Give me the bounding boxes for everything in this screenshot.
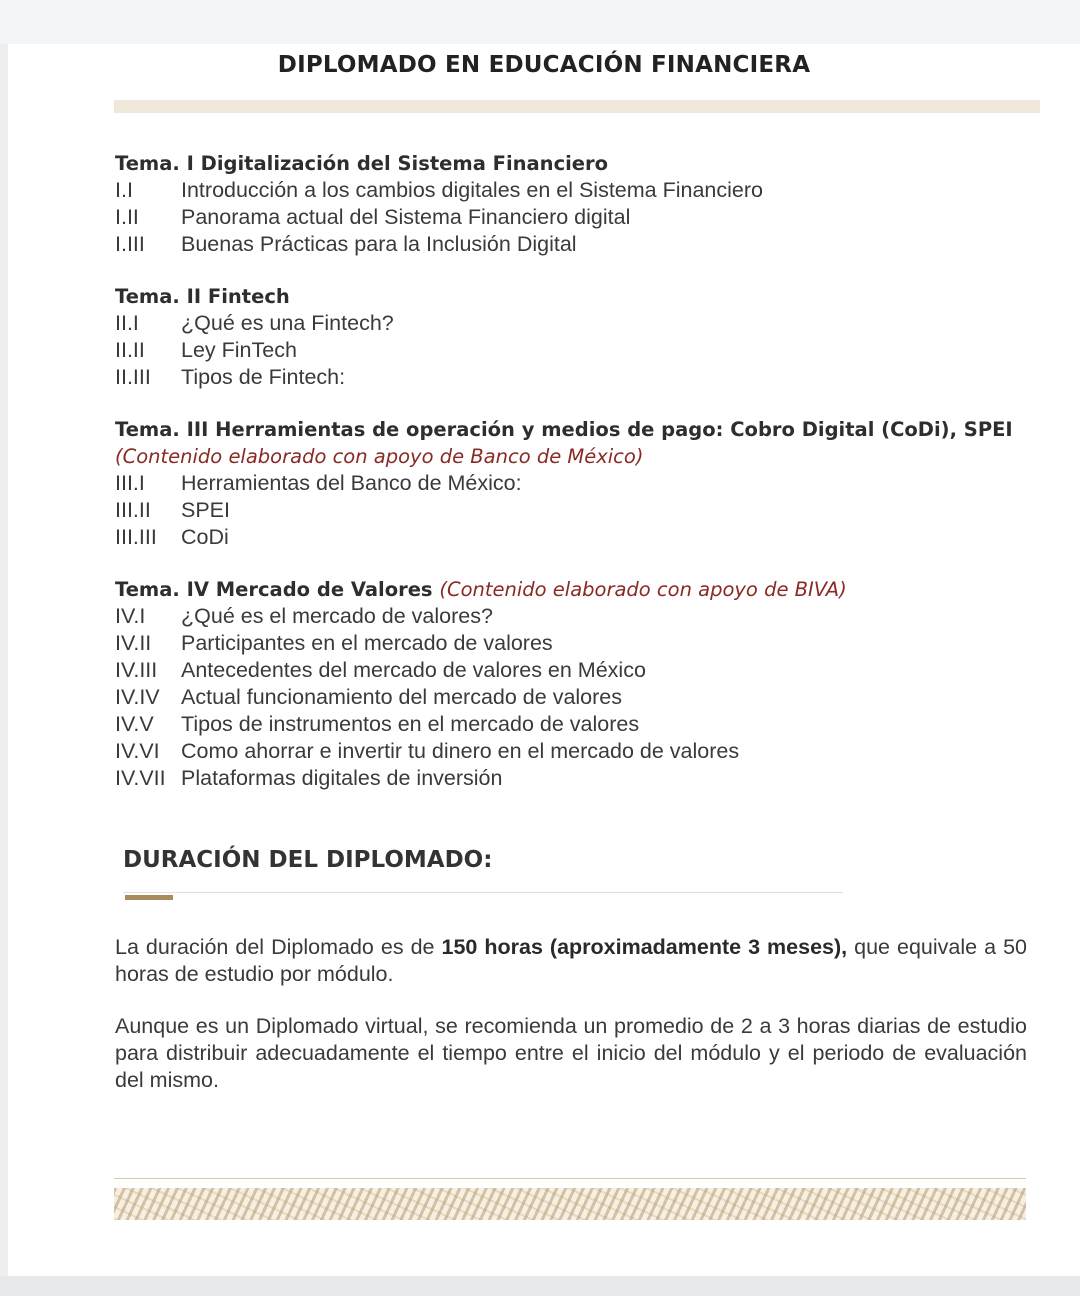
item-text: CoDi xyxy=(181,525,229,549)
item-text: Herramientas del Banco de México: xyxy=(181,471,522,495)
list-item xyxy=(115,231,1045,258)
list-item xyxy=(115,738,1045,765)
list-item xyxy=(115,177,1045,204)
duration-divider xyxy=(123,892,843,893)
duration-text-b: que equivale a 50 horas de estudio por módulo. xyxy=(115,935,1027,986)
item-number: IV.V xyxy=(115,712,154,736)
topic-heading-text: Tema. IV Mercado de Valores xyxy=(115,578,433,601)
recommendation-paragraph: Aunque es un Diplomado virtual, se recomienda un promedio de 2 a 3 horas diarias de estudio para distribuir adecuadamente el tiempo entre el inicio del módulo y el periodo de evaluación del mismo. xyxy=(115,1014,1027,1092)
topic-heading: Tema. I Digitalización del Sistema Financiero xyxy=(115,152,609,175)
topic-heading xyxy=(115,416,1045,470)
item-number: IV.VI xyxy=(115,739,160,763)
topic-section-2 xyxy=(115,283,1045,391)
item-number: II.I xyxy=(115,311,139,335)
topic-section-4 xyxy=(115,576,1045,792)
topics-list xyxy=(115,150,1045,817)
list-item xyxy=(115,657,1045,684)
item-text: Buenas Prácticas para la Inclusión Digital xyxy=(181,232,577,256)
item-text: Participantes en el mercado de valores xyxy=(181,631,553,655)
item-text: Antecedentes del mercado de valores en México xyxy=(181,658,646,682)
item-number: IV.VII xyxy=(115,766,166,790)
topic-note: (Contenido elaborado con apoyo de Banco de México) xyxy=(115,445,644,468)
item-text: Actual funcionamiento del mercado de valores xyxy=(181,685,623,709)
item-number: IV.II xyxy=(115,631,152,655)
item-number: III.III xyxy=(115,525,157,549)
document-title: DIPLOMADO EN EDUCACIÓN FINANCIERA xyxy=(277,52,811,78)
title-underline-bar xyxy=(114,100,1040,113)
duration-accent-bar xyxy=(125,895,173,900)
topic-heading-text: Tema. III Herramientas de operación y medios de pago: Cobro Digital (CoDi), SPEI xyxy=(115,418,1013,441)
list-item xyxy=(115,364,1045,391)
item-text: ¿Qué es una Fintech? xyxy=(181,311,394,335)
item-number: IV.III xyxy=(115,658,158,682)
duration-text-a: La duración del Diplomado es de xyxy=(115,935,442,959)
item-number: III.II xyxy=(115,498,151,522)
item-text: Como ahorrar e invertir tu dinero en el mercado de valores xyxy=(181,739,740,763)
list-item xyxy=(115,765,1045,792)
item-text: Panorama actual del Sistema Financiero digital xyxy=(181,205,631,229)
list-item xyxy=(115,470,1045,497)
item-text: Plataformas digitales de inversión xyxy=(181,766,503,790)
list-item xyxy=(115,630,1045,657)
topic-note: (Contenido elaborado con apoyo de BIVA) xyxy=(439,578,847,601)
item-text: Introducción a los cambios digitales en el Sistema Financiero xyxy=(181,178,763,202)
item-number: III.I xyxy=(115,471,145,495)
duration-paragraph xyxy=(115,934,1027,988)
item-text: Tipos de instrumentos en el mercado de valores xyxy=(181,712,640,736)
duration-title: DURACIÓN DEL DIPLOMADO: xyxy=(123,847,493,873)
item-text: ¿Qué es el mercado de valores? xyxy=(181,604,493,628)
item-number: I.II xyxy=(115,205,139,229)
item-text: Ley FinTech xyxy=(181,338,297,362)
footer-decorative-pattern xyxy=(114,1188,1026,1220)
item-number: IV.I xyxy=(115,604,146,628)
item-number: IV.IV xyxy=(115,685,160,709)
list-item xyxy=(115,711,1045,738)
list-item xyxy=(115,204,1045,231)
document-page xyxy=(8,44,1080,1276)
list-item xyxy=(115,524,1045,551)
duration-hours: 150 horas (aproximadamente 3 meses), xyxy=(441,935,848,959)
topic-heading: Tema. II Fintech xyxy=(115,285,290,308)
item-number: I.III xyxy=(115,232,145,256)
bottom-edge xyxy=(0,1276,1080,1296)
list-item xyxy=(115,337,1045,364)
list-item xyxy=(115,310,1045,337)
list-item xyxy=(115,684,1045,711)
list-item xyxy=(115,497,1045,524)
item-text: SPEI xyxy=(181,498,230,522)
top-strip xyxy=(0,0,1080,44)
topic-section-3 xyxy=(115,416,1045,551)
topic-heading xyxy=(115,576,1045,603)
item-number: II.II xyxy=(115,338,145,362)
item-text: Tipos de Fintech: xyxy=(181,365,346,389)
topic-section-1 xyxy=(115,150,1045,258)
footer-divider xyxy=(114,1178,1026,1179)
item-number: II.III xyxy=(115,365,151,389)
item-number: I.I xyxy=(115,178,133,202)
list-item xyxy=(115,603,1045,630)
